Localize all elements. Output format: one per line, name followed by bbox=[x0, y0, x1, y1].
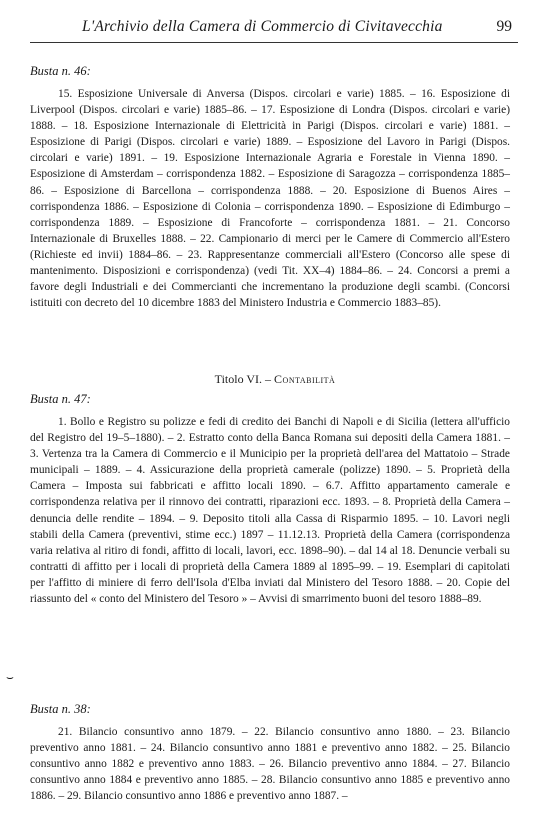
header-rule bbox=[30, 42, 518, 43]
busta-47-label: Busta n. 47: bbox=[30, 392, 91, 406]
margin-mark: ⌣ bbox=[6, 670, 14, 684]
page-number: 99 bbox=[496, 18, 512, 35]
running-title: L'Archivio della Camera di Commercio di Civitavecchia bbox=[82, 18, 443, 35]
busta-38-label: Busta n. 38: bbox=[30, 702, 91, 716]
busta-46-text: 15. Esposizione Universale di Anversa (Dispos. circolari e varie) 1885. – 16. Esposizione di Liverpool (Dispos. circolari e varie) 1885–86. – 17. Esposizione di Londra (Dispos. circolari e varie) 1888. – 18. Esposizione Internazionale di Elettricità in Parigi (Dispos. circolari e varie) 1881. – Esposizione di Parigi (Dispos. circolari e varie) 1889. – Esposizione del Lavoro in Parigi (Dispos. circolari e varie) 1891. – 19. Esposizione Internazionale Agraria e Forestale in Vienna 1890. – Esposizione di Amsterdam – corrispondenza 1882. – Esposizione di Saragozza – corrispondenza 1885–86. – Esposizione di Barcellona – corrispondenza 1888. – 20. Esposizione di Buenos Aires – corrispondenza 1886. – Esposizione di Colonia – corrispondenza 1890. – Esposizione di Edimburgo – corrispondenza 1889. – Esposizione di Francoforte – corrispondenza 1881. – 21. Concorso Internazionale di Bruxelles 1888. – 22. Campionario di merci per le Camere di Commercio all'Estero (Richieste ed invii) 1884–86. – 23. Rappresentanze commerciali all'Estero (Concorso alle spese di mantenimento. Disposizioni e corrispondenza) (vedi Tit. XX–4) 1884–86. – 24. Concorsi a premi a favore degli Industriali e dei Commercianti che incrementano la produzione degli scambi. (Concorsi istituiti con decreto del 10 dicembre 1883 del Ministero Industria e Commercio 1883–85). bbox=[30, 88, 510, 310]
section-title bbox=[0, 372, 550, 387]
section-title-prefix: Titolo VI. – bbox=[214, 372, 272, 386]
busta-38-text: 21. Bilancio consuntivo anno 1879. – 22. Bilancio consuntivo anno 1880. – 23. Bilancio preventivo anno 1881. – 24. Bilancio consuntivo anno 1881 e preventivo anno 1882. – 25. Bilancio consuntivo anno 1882 e preventivo anno 1883. – 26. Bilancio preventivo anno 1884. – 27. Bilancio consuntivo anno 1884 e preventivo anno 1885. – 28. Bilancio consuntivo anno 1885 e preventivo anno 1886. – 29. Bilancio consuntivo anno 1886 e preventivo anno 1887. – bbox=[30, 726, 510, 803]
busta-47-text: 1. Bollo e Registro su polizze e fedi di credito dei Banchi di Napoli e di Sicilia (lettera all'ufficio del Registro del 19–5–1880). – 2. Estratto conto della Banca Romana sui depositi della Camera 1881. – 3. Vertenza tra la Camera di Commercio e il Municipio per la proprietà dell'area del Mattatoio – Strade municipali – 1889. – 4. Assicurazione della proprietà camerale (polizze) 1890. – 5. Proprietà della Camera – Imposta sui fabbricati e affitto locali 1890. – 6.7. Affitto appartamento camerale e corrispondenza relativa per il rinnovo dei contratti, riparazioni ecc. 1893. – 8. Proprietà della Camera – denuncia delle rendite – 1894. – 9. Deposito titoli alla Cassa di Risparmio 1895. – 10. Lavori negli stabili della Camera (preventivi, stime ecc.) 1897 – 11.12.13. Proprietà della Camera (corrispondenza varia relativa al ritiro di fondi, affitto di locali, lavori, ecc. 1898–90). – dal 14 al 18. Denuncie verbali su contratti di affitto per i locali di proprietà della Camera 1889 al 1895–99. – 19. Esemplari di capitolati per l'affitto di miniere di ferro dell'Isola d'Elba inviati dal Ministero del Tesoro 1888. – 20. Copie del riassunto del « conto del Ministero del Tesoro » – Avvisi di smarrimento buoni del tesoro 1888–89. bbox=[30, 416, 510, 606]
page-header bbox=[0, 14, 550, 42]
busta-46-label: Busta n. 46: bbox=[30, 64, 91, 78]
section-title-name: Contabilità bbox=[274, 372, 336, 386]
